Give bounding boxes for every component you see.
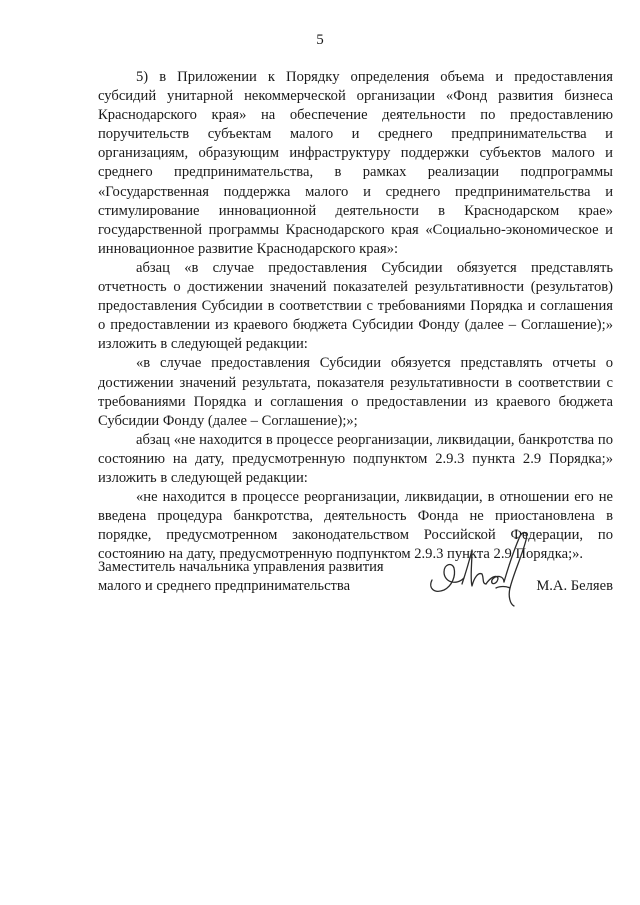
page-number: 5 <box>316 32 324 48</box>
signatory-title <box>98 558 418 596</box>
paragraph-new-bankruptcy-clause: «не находится в процессе реорганизации, ликвидации, в отношении его не введена процедура банкротства, деятельность Фонда не приостановлена в порядке, предусмотренном законодательством Российской Федерации, по состоянию на дату, предусмотренную подпунктом 2.9.3 пункта 2.9 Порядка;». <box>98 489 613 563</box>
paragraph-new-reporting-clause: «в случае предоставления Субсидии обязуется представлять отчеты о достижении значений результата, показателя результативности в соответствии с требованиями Порядка и соглашения о предоставлении из краевого бюджета Субсидии Фонду (далее – Соглашение);»; <box>98 355 613 429</box>
paragraph-amendment-intro: 5) в Приложении к Порядку определения объема и предоставления субсидий унитарной некоммерческой организации «Фонд развития бизнеса Краснодарского края» на обеспечение деятельности по предоставлению поручительств субъектам малого и среднего предпринимательства и организациям, образующим инфраструктуру поддержки субъектов малого и среднего предпринимательства, в рамках реализации подпрограммы «Государственная поддержка малого и среднего предпринимательства и стимулирование инновационной деятельности в Краснодарском крае» государственной программы Краснодарского края «Социально-экономическое и инновационное развитие Краснодарского края»: <box>98 69 613 257</box>
signature-block <box>98 558 613 618</box>
signatory-name: М.А. Беляев <box>536 578 613 594</box>
handwritten-signature <box>426 528 536 608</box>
document-body <box>98 68 613 564</box>
paragraph-old-bankruptcy-clause: абзац «не находится в процессе реорганизации, ликвидации, банкротства по состоянию на дату, предусмотренную подпунктом 2.9.3 пункта 2.9 Порядка;» изложить в следующей редакции: <box>98 431 613 486</box>
paragraph-old-reporting-clause: абзац «в случае предоставления Субсидии обязуется представлять отчетность о достижении значений показателей результативности (результатов) предоставления Субсидии в соответствии с требованиями Порядка и соглашения о предоставлении из краевого бюджета Субсидии Фонду (далее – Соглашение);» изложить в следующей редакции: <box>98 259 613 353</box>
signatory-title-line: Заместитель начальника управления развития <box>98 559 384 575</box>
signatory-title-line: малого и среднего предпринимательства <box>98 578 351 595</box>
